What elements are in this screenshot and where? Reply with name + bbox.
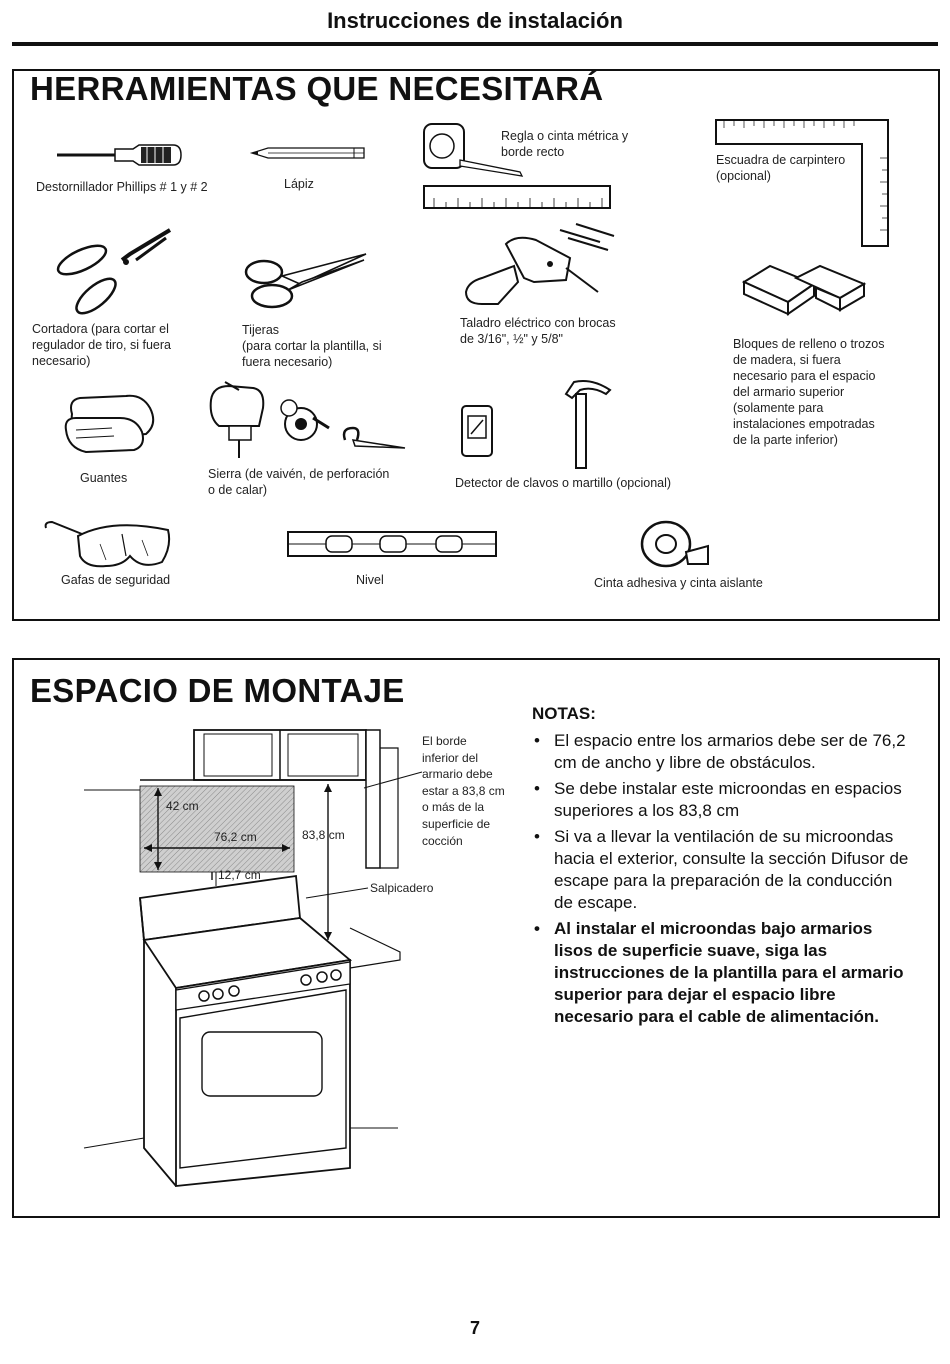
saw-icon bbox=[205, 378, 410, 460]
note-item-bold: • Al instalar el microondas bajo armarios lisos de superficie suave, siga las instrucciones de la plantilla para el armario superior para dejar el espacio libre necesario para el cable de alimentación. bbox=[530, 918, 910, 1028]
carpenter-square-label: Escuadra de carpintero (opcional) bbox=[716, 153, 846, 183]
wood-blocks-label: Bloques de relleno o trozos de madera, si fuera necesario para el espacio del armario superior (solamente para instalaciones empotradas de la parte inferior) bbox=[733, 337, 885, 447]
wood-blocks-icon bbox=[740, 262, 870, 318]
power-drill-icon bbox=[458, 222, 618, 312]
tin-snips-label: Cortadora (para cortar el regulador de tiro, si fuera necesario) bbox=[32, 322, 171, 368]
saw-label: Sierra (de vaivén, de perforación o de calar) bbox=[208, 467, 390, 497]
level-label: Nivel bbox=[356, 573, 384, 587]
pencil-icon bbox=[250, 146, 368, 160]
gloves-icon bbox=[62, 386, 160, 456]
tin-snips-icon bbox=[52, 226, 174, 316]
callout-backsplash: Salpicadero bbox=[370, 881, 434, 895]
tape-label: Cinta adhesiva y cinta aislante bbox=[594, 576, 763, 590]
page-number: 7 bbox=[469, 1318, 480, 1338]
tape-measure-label: Regla o cinta métrica y borde recto bbox=[501, 129, 629, 159]
mounting-title: ESPACIO DE MONTAJE bbox=[30, 672, 405, 709]
notes-title: NOTAS: bbox=[532, 704, 596, 723]
clearance-area bbox=[140, 786, 294, 872]
dim-height: 42 cm bbox=[166, 799, 199, 813]
scissors-icon bbox=[242, 250, 370, 312]
safety-glasses-icon bbox=[42, 516, 174, 572]
power-drill-label: Taladro eléctrico con brocas de 3/16", ½" y 5/8" bbox=[460, 316, 616, 346]
note-item: • Si va a llevar la ventilación de su microondas hacia el exterior, consulte la sección Difusor de escape para la preparación de la conducción de escape. bbox=[530, 826, 910, 914]
mounting-diagram bbox=[80, 728, 410, 1200]
stud-finder-hammer-icon bbox=[458, 376, 618, 470]
tools-title: HERRAMIENTAS QUE NECESITARÁ bbox=[30, 70, 604, 107]
note-item: • Se debe instalar este microondas en espacios superiores a los 83,8 cm bbox=[530, 778, 910, 822]
scissors-label: Tijeras (para cortar la plantilla, si fuera necesario) bbox=[242, 323, 382, 369]
tape-icon bbox=[636, 516, 712, 572]
carpenter-square-icon bbox=[714, 118, 892, 250]
dim-backsplash: 12,7 cm bbox=[218, 868, 261, 882]
safety-glasses-label: Gafas de seguridad bbox=[61, 573, 171, 587]
notes-list bbox=[530, 730, 910, 1032]
dim-cooktop: 83,8 cm bbox=[302, 828, 345, 842]
pencil-label: Lápiz bbox=[284, 177, 314, 191]
dim-width: 76,2 cm bbox=[214, 830, 257, 844]
screwdriver-label: Destornillador Phillips # 1 y # 2 bbox=[36, 180, 208, 194]
header-rule bbox=[12, 42, 938, 46]
level-icon bbox=[286, 528, 498, 560]
gloves-label: Guantes bbox=[80, 471, 128, 485]
callout-cabinet: El borde inferior del armario debe estar a 83,8 cm o más de la superficie de cocción bbox=[422, 734, 505, 848]
page-header-title: Instrucciones de instalación bbox=[327, 8, 623, 33]
screwdriver-icon bbox=[55, 140, 185, 172]
note-item: • El espacio entre los armarios debe ser de 76,2 cm de ancho y libre de obstáculos. bbox=[530, 730, 910, 774]
stud-finder-hammer-label: Detector de clavos o martillo (opcional) bbox=[455, 476, 672, 490]
